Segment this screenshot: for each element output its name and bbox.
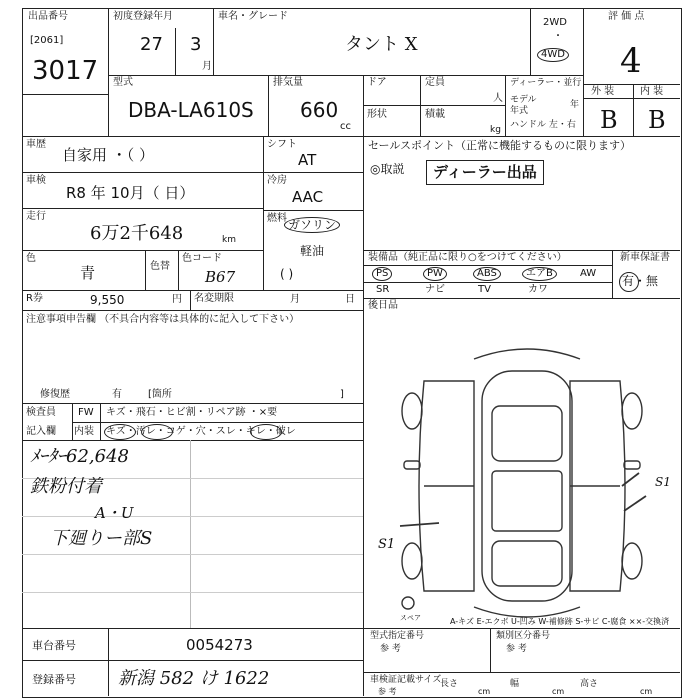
month-unit: 月 bbox=[202, 61, 212, 72]
height-label: 高さ bbox=[580, 679, 599, 689]
fw-label: FW bbox=[78, 407, 94, 418]
cert-sub: 参 考 bbox=[378, 687, 397, 696]
damage-legend: A-キズ E-エクボ U-凹み W-補修跡 S-サビ C-腐食 ××-交換済 bbox=[450, 617, 670, 626]
retrofit-label: 後日品 bbox=[368, 300, 398, 311]
displacement-value: 660 bbox=[300, 98, 339, 122]
note-line-4: 下廻りー部S bbox=[50, 528, 153, 549]
equipment-label: 装備品（純正品に限り○をつけてください） bbox=[368, 252, 567, 263]
color-value: 青 bbox=[80, 264, 96, 282]
history-label: 車歴 bbox=[26, 139, 46, 150]
rule bbox=[108, 75, 583, 76]
circle-stain bbox=[141, 424, 173, 440]
fuel-label: 燃料 bbox=[267, 213, 287, 224]
year-unit: 年 bbox=[570, 100, 580, 110]
interior-label: 内 装 bbox=[640, 86, 664, 97]
fuel-paren: ( ) bbox=[280, 267, 294, 281]
equip-ps: PS bbox=[372, 267, 392, 281]
color-label: 色 bbox=[26, 253, 36, 264]
model-year-label: モデル bbox=[510, 95, 537, 105]
displacement-label: 排気量 bbox=[273, 77, 303, 88]
drive-4wd: 4WD bbox=[537, 48, 569, 62]
exterior-grade: B bbox=[600, 106, 618, 134]
chassis-value: 0054273 bbox=[186, 636, 253, 654]
capacity-label: 定員 bbox=[425, 77, 445, 88]
inspection-label: 車検 bbox=[26, 175, 46, 186]
mileage-label: 走行 bbox=[26, 211, 46, 222]
width-unit: cm bbox=[552, 687, 565, 696]
recycle-unit: 円 bbox=[172, 294, 182, 305]
color-change-label: 色替 bbox=[150, 261, 170, 272]
color-code-value: B67 bbox=[205, 268, 236, 286]
door-label: ドア bbox=[367, 77, 387, 88]
shape-label: 形状 bbox=[367, 109, 387, 120]
ac-value: AAC bbox=[292, 188, 324, 206]
equip-navi: ナビ bbox=[425, 284, 445, 295]
equip-leather: カワ bbox=[528, 284, 548, 295]
manual-label: ◎取説 bbox=[370, 162, 405, 176]
name-change-day: 日 bbox=[345, 294, 355, 305]
load-label: 積載 bbox=[425, 109, 445, 120]
interior-defect-label: 内装 bbox=[74, 426, 94, 437]
height-unit: cm bbox=[640, 687, 653, 696]
shift-label: シフト bbox=[267, 139, 297, 150]
mileage-value: 6万2千648 bbox=[90, 223, 184, 244]
name-change-label: 名変期限 bbox=[194, 293, 234, 304]
notes-label: 注意事項申告欄 （不具合内容等は具体的に記入して下さい） bbox=[26, 314, 300, 325]
circle-scratch bbox=[104, 424, 136, 440]
score-value: 4 bbox=[620, 41, 642, 81]
warranty-label: 新車保証書 bbox=[620, 252, 670, 263]
plate-label: 登録番号 bbox=[32, 673, 76, 686]
interior-defect-value: キズ・汚レ・コゲ・穴・スレ・キレ・破レ bbox=[106, 426, 296, 437]
rule bbox=[583, 84, 680, 85]
damage-mark-right: S1 bbox=[655, 475, 671, 489]
reg-label: 初度登録年月 bbox=[113, 11, 173, 22]
equip-aw: AW bbox=[580, 268, 597, 279]
drive-dot: ・ bbox=[553, 31, 563, 42]
recycle-value: 9,550 bbox=[90, 293, 125, 307]
rule bbox=[22, 94, 108, 95]
type-designation-label: 型式指定番号 bbox=[370, 631, 425, 641]
mileage-unit: km bbox=[222, 235, 236, 245]
interior-grade: B bbox=[648, 106, 666, 134]
capacity-unit: 人 bbox=[493, 93, 503, 104]
note-line-1: ﾒｰﾀｰ62,648 bbox=[30, 446, 129, 467]
note-line-3: A・U bbox=[95, 504, 134, 522]
equip-abs: ABS bbox=[473, 267, 501, 281]
circle-wear bbox=[250, 424, 282, 440]
chassis-label: 車台番号 bbox=[32, 639, 76, 652]
car-name: タント X bbox=[345, 34, 418, 55]
category-label: 類別区分番号 bbox=[496, 631, 551, 641]
inspector-label: 検査員 bbox=[26, 407, 56, 418]
recycle-label: R券 bbox=[26, 293, 43, 304]
model-year-label2: 年式 bbox=[510, 106, 529, 116]
model-label: 型式 bbox=[113, 77, 133, 88]
car-damage-diagram bbox=[364, 311, 680, 628]
length-label: 長さ bbox=[440, 679, 459, 689]
length-unit: cm bbox=[478, 687, 491, 696]
fuel-value: ガソリン bbox=[284, 217, 340, 233]
repair-value: 有 bbox=[112, 389, 122, 400]
lot-number: 3017 bbox=[32, 56, 99, 86]
equip-tv: TV bbox=[478, 284, 491, 295]
lot-label: 出品番号 bbox=[28, 11, 68, 22]
ac-label: 冷房 bbox=[267, 175, 287, 186]
equip-pw: PW bbox=[423, 267, 447, 281]
entry-label: 記入欄 bbox=[26, 426, 56, 437]
model-value: DBA-LA610S bbox=[128, 98, 254, 122]
equip-sr: SR bbox=[376, 284, 390, 295]
repair-label: 修復歴 bbox=[40, 389, 70, 400]
color-code-label: 色コード bbox=[182, 253, 222, 264]
plate-value: 新潟 582 け 1622 bbox=[118, 668, 270, 689]
equip-airbag: エアB bbox=[522, 267, 557, 281]
spare-label: スペア bbox=[400, 614, 421, 622]
name-change-month: 月 bbox=[290, 294, 300, 305]
rule bbox=[22, 136, 680, 137]
reg-year: 27 bbox=[140, 34, 163, 55]
dealer-badge: ディーラー出品 bbox=[426, 160, 544, 185]
inspection-value: R8 年 10月（ 日） bbox=[66, 184, 195, 202]
repair-close: ] bbox=[340, 389, 344, 400]
dealer-label: ディーラー・並行 bbox=[510, 78, 582, 88]
damage-mark-left: S1 bbox=[378, 537, 396, 552]
fuel-alt: 軽油 bbox=[300, 244, 325, 258]
reg-month: 3 bbox=[190, 34, 202, 55]
note-line-2: 鉄粉付着 bbox=[30, 476, 102, 497]
score-label: 評 価 点 bbox=[608, 11, 645, 22]
lot-tag: [2061] bbox=[30, 35, 64, 46]
name-label: 車名・グレード bbox=[218, 11, 288, 22]
exterior-label: 外 装 bbox=[591, 86, 615, 97]
load-unit: kg bbox=[490, 125, 501, 135]
shift-value: AT bbox=[298, 151, 317, 169]
history-value: 自家用 ・（ ） bbox=[62, 146, 155, 164]
handle-label: ハンドル 左・右 bbox=[510, 120, 576, 130]
width-label: 幅 bbox=[510, 679, 520, 689]
sales-points-label: セールスポイント（正常に機能するものに限ります） bbox=[368, 139, 632, 152]
warranty-value: 有・無 bbox=[622, 274, 659, 288]
fw-value: キズ・飛石・ヒビ割・リペア跡 ・×要 bbox=[106, 407, 278, 418]
category-sub: 参 考 bbox=[506, 644, 527, 654]
type-designation-sub: 参 考 bbox=[380, 644, 401, 654]
drive-2wd: 2WD bbox=[543, 17, 567, 28]
warranty-circle bbox=[619, 272, 639, 292]
cert-label: 車検証記載サイズ bbox=[370, 675, 442, 685]
repair-place: [箇所 bbox=[148, 389, 172, 400]
displacement-unit: cc bbox=[340, 121, 351, 132]
